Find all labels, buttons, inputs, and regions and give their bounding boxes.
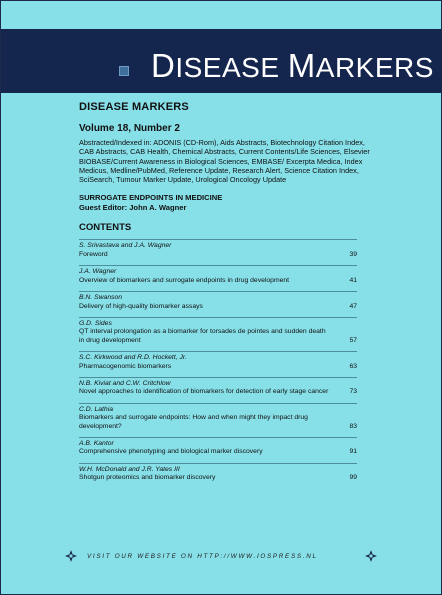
toc-entry [79, 377, 357, 403]
toc-entry [79, 437, 357, 463]
toc-article-title: Novel approaches to identification of biomarkers for detection of early stage cancer [79, 388, 329, 396]
toc-page-number: 83 [349, 422, 357, 430]
toc-authors: A.B. Kantor [79, 439, 114, 447]
guest-editor: Guest Editor: John A. Wagner [79, 202, 187, 212]
special-issue-title: SURROGATE ENDPOINTS IN MEDICINE [79, 193, 223, 203]
toc-entry [79, 291, 357, 317]
toc-page-number: 57 [349, 336, 357, 344]
toc-article-title: Comprehensive phenotyping and biological marker discovery [79, 448, 263, 456]
toc-authors: J.A. Wagner [79, 268, 117, 276]
toc-authors: S. Srivastava and J.A. Wagner [79, 242, 172, 250]
toc-entry [79, 265, 357, 291]
toc-entry [79, 239, 357, 265]
toc-page-number: 63 [349, 362, 357, 370]
toc-article-title: Delivery of high-quality biomarker assays [79, 302, 203, 310]
toc-page-number: 91 [349, 448, 357, 456]
toc-authors: W.H. McDonald and J.R. Yates III [79, 465, 180, 473]
journal-title: DISEASE MARKERS [79, 101, 189, 113]
toc-authors: S.C. Kirkwood and R.D. Hockett, Jr. [79, 354, 187, 362]
toc-page-number: 47 [349, 302, 357, 310]
toc-page-number: 99 [349, 474, 357, 482]
toc-page-number: 39 [349, 250, 357, 258]
toc-article-title: Shotgun proteomics and biomarker discovery [79, 474, 216, 482]
toc-entry [79, 317, 357, 351]
website-footer: VISIT OUR WEBSITE ON HTTP://WWW.IOSPRESS.NL [87, 553, 318, 560]
contents-heading: CONTENTS [79, 222, 132, 234]
abstracted-indexed-text: Abstracted/Indexed in: ADONIS (CD-Rom), Aids Abstracts, Biotechnology Citation Index, CAB Abstracts, CAB Health, Chemical Abstracts, Current Contents/Life Sciences, Elsevier BIOBASE/Current Awareness in Biological Sciences, EMBASE/ Excerpta Medica, Index Medicus, Medline/PubMed, Reference Update, Research Alert, Science Citation Index, SciSearch, Tumour Marker Update, Urological Oncology Update [79, 138, 370, 185]
toc-article-title: Pharmacogenomic biomarkers [79, 362, 172, 370]
banner-title: DISEASE MARKERS [151, 47, 434, 84]
table-of-contents [79, 239, 357, 488]
toc-article-title: Foreword [79, 250, 108, 258]
toc-entry [79, 463, 357, 489]
toc-page-number: 41 [349, 276, 357, 284]
toc-article-title: Overview of biomarkers and surrogate endpoints in drug development [79, 276, 290, 284]
toc-authors: G.D. Sides [79, 319, 112, 327]
toc-article-title: QT interval prolongation as a biomarker for torsades de pointes and sudden death in drug development [79, 328, 326, 344]
toc-page-number: 73 [349, 388, 357, 396]
toc-entry [79, 351, 357, 377]
special-issue-heading [79, 193, 379, 212]
square-icon [119, 66, 129, 76]
toc-entry [79, 403, 357, 437]
toc-article-title: Biomarkers and surrogate endpoints: How and when might they impact drug development? [79, 414, 308, 430]
ornament-icon [365, 550, 377, 562]
toc-authors: C.D. Lathia [79, 405, 114, 413]
toc-authors: B.N. Swanson [79, 294, 123, 302]
volume-number: Volume 18, Number 2 [79, 123, 180, 134]
ornament-icon [65, 550, 77, 562]
cover-content [79, 93, 379, 489]
toc-authors: N.B. Kiviat and C.W. Critchlow [79, 379, 171, 387]
title-banner [1, 29, 441, 93]
